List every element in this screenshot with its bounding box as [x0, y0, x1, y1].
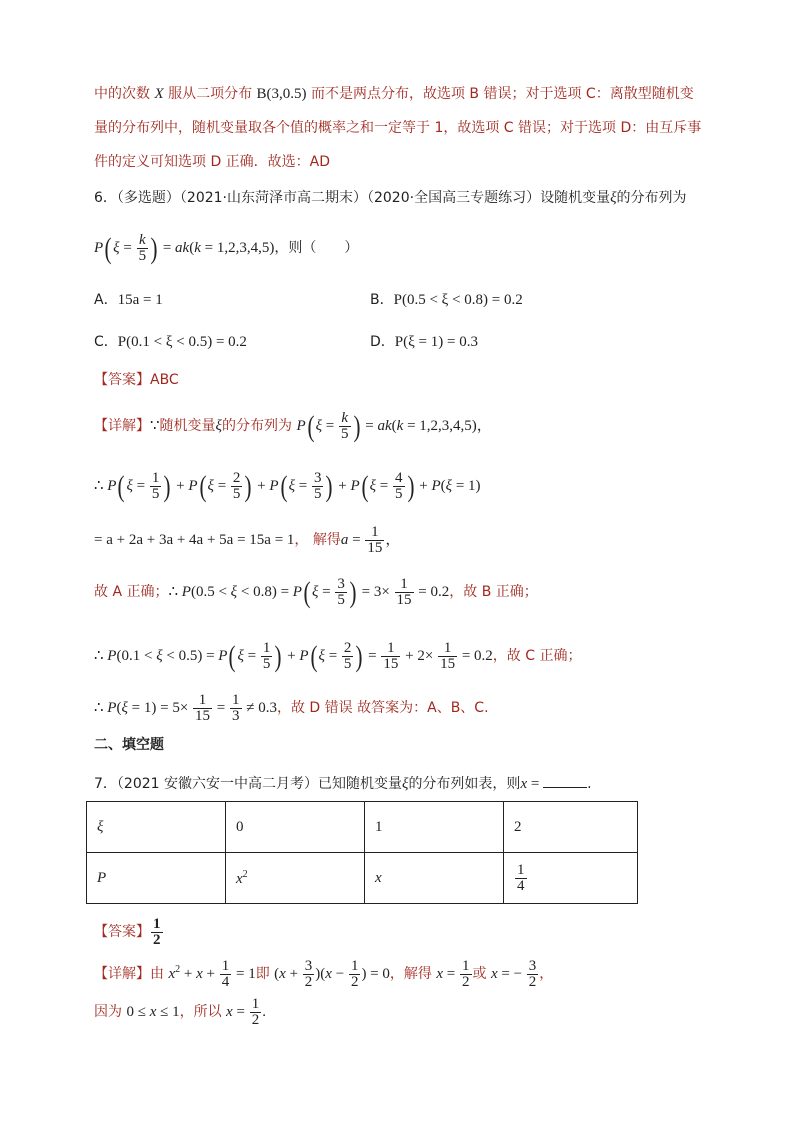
table-row	[87, 853, 638, 904]
table-cell: x	[365, 853, 504, 904]
q7-answer: 【答案】 $\frac{1}{2}$	[94, 916, 161, 949]
q6-detail-1: 【详解】∵随机变量ξ的分布列为 P( ξ = $\frac{k}{5}$ ) = ak(k = 1,2,3,4,5)，	[94, 409, 492, 443]
q6-option-b-proof: 故 A 正确；∴ P(0.5 < ξ < 0.8) = P( ξ = $\frac{3}{5}$ ) = 3× $\frac{1}{15}$ = 0.2，故 B 正确；	[94, 575, 538, 609]
q6-option-d-proof: ∴ P(ξ = 1) = 5× $\frac{1}{15}$ = $\frac{1}{3}$ ≠ 0.3，故 D 错误 故答案为：A、B、C.	[94, 692, 489, 725]
answer-blank	[543, 773, 587, 788]
binomial-expression: B(3,0.5)	[256, 86, 307, 102]
table-cell: ξ	[87, 802, 226, 853]
q6-option-c: C．P(0.1 < ξ < 0.5) = 0.2	[94, 334, 247, 350]
intro-line-1: 中的次数 X 服从二项分布 B(3,0.5) 而不是两点分布，故选项 B 错误；对于选项 C：离散型随机变	[94, 86, 694, 102]
q6-option-b: B．P(0.5 < ξ < 0.8) = 0.2	[370, 292, 523, 308]
table-cell: P	[87, 853, 226, 904]
table-cell: 0	[226, 802, 365, 853]
distribution-table	[86, 801, 638, 904]
q6-header: 6．（多选题）（2021·山东菏泽市高二期末）（2020·全国高三专题练习）设随机变量ξ的分布列为	[94, 190, 687, 206]
q7-header: 7．（2021 安徽六安一中高二月考）已知随机变量ξ的分布列如表，则x = .	[94, 773, 592, 794]
section-title: 二、填空题	[94, 737, 164, 753]
intro-line-3: 件的定义可知选项 D 正确．故选：AD	[94, 154, 331, 170]
because-symbol: ∵	[150, 418, 160, 434]
q6-option-a: A．15a = 1	[94, 292, 163, 308]
q6-solve-line: = a + 2a + 3a + 4a + 5a = 15a = 1， 解得a = $\frac{1}{15}$ ，	[94, 524, 401, 557]
q6-stem: P( ξ = $\frac{k}{5}$ ) = ak(k = 1,2,3,4,5)，则（ ）	[94, 231, 359, 265]
var-x: X	[154, 86, 164, 102]
table-cell: 1	[365, 802, 504, 853]
q6-option-d: D．P(ξ = 1) = 0.3	[370, 334, 478, 350]
q6-answer: 【答案】ABC	[94, 372, 179, 388]
intro-line-2: 量的分布列中，随机变量取各个值的概率之和一定等于 1，故选项 C 错误；对于选项 D：由互斥事	[94, 120, 702, 136]
table-cell: 2	[504, 802, 638, 853]
q6-option-c-proof: ∴ P(0.1 < ξ < 0.5) = P( ξ = $\frac{1}{5}$ ) + P( ξ = $\frac{2}{5}$ ) = $\frac{1}{15}$ + 2× $\frac{1}{15}$ = 0.2，故 C 正确；	[94, 639, 582, 673]
table-cell: $x^2$	[226, 853, 365, 904]
q7-detail: 【详解】由 $x^2 + x$ + $\frac{1}{4}$ = 1即 (x + $\frac{3}{2}$ )(x − $\frac{1}{2}$ ) = 0，解得 x = $\frac{1}{2}$ 或 x = − $\frac{3}{2}$ ，	[94, 958, 554, 991]
table-row	[87, 802, 638, 853]
q6-sum-line: ∴ P( ξ = $\frac{1}{5}$ ) + P( ξ = $\frac{2}{5}$ ) + P( ξ = $\frac{3}{5}$ ) + P( ξ = $\frac{4}{5}$ ) + P(ξ = 1)	[94, 469, 481, 503]
q7-final: 因为 0 ≤ x ≤ 1，所以 x = $\frac{1}{2}$ .	[94, 996, 266, 1029]
table-cell: $\frac{1}{4}$	[504, 853, 638, 904]
